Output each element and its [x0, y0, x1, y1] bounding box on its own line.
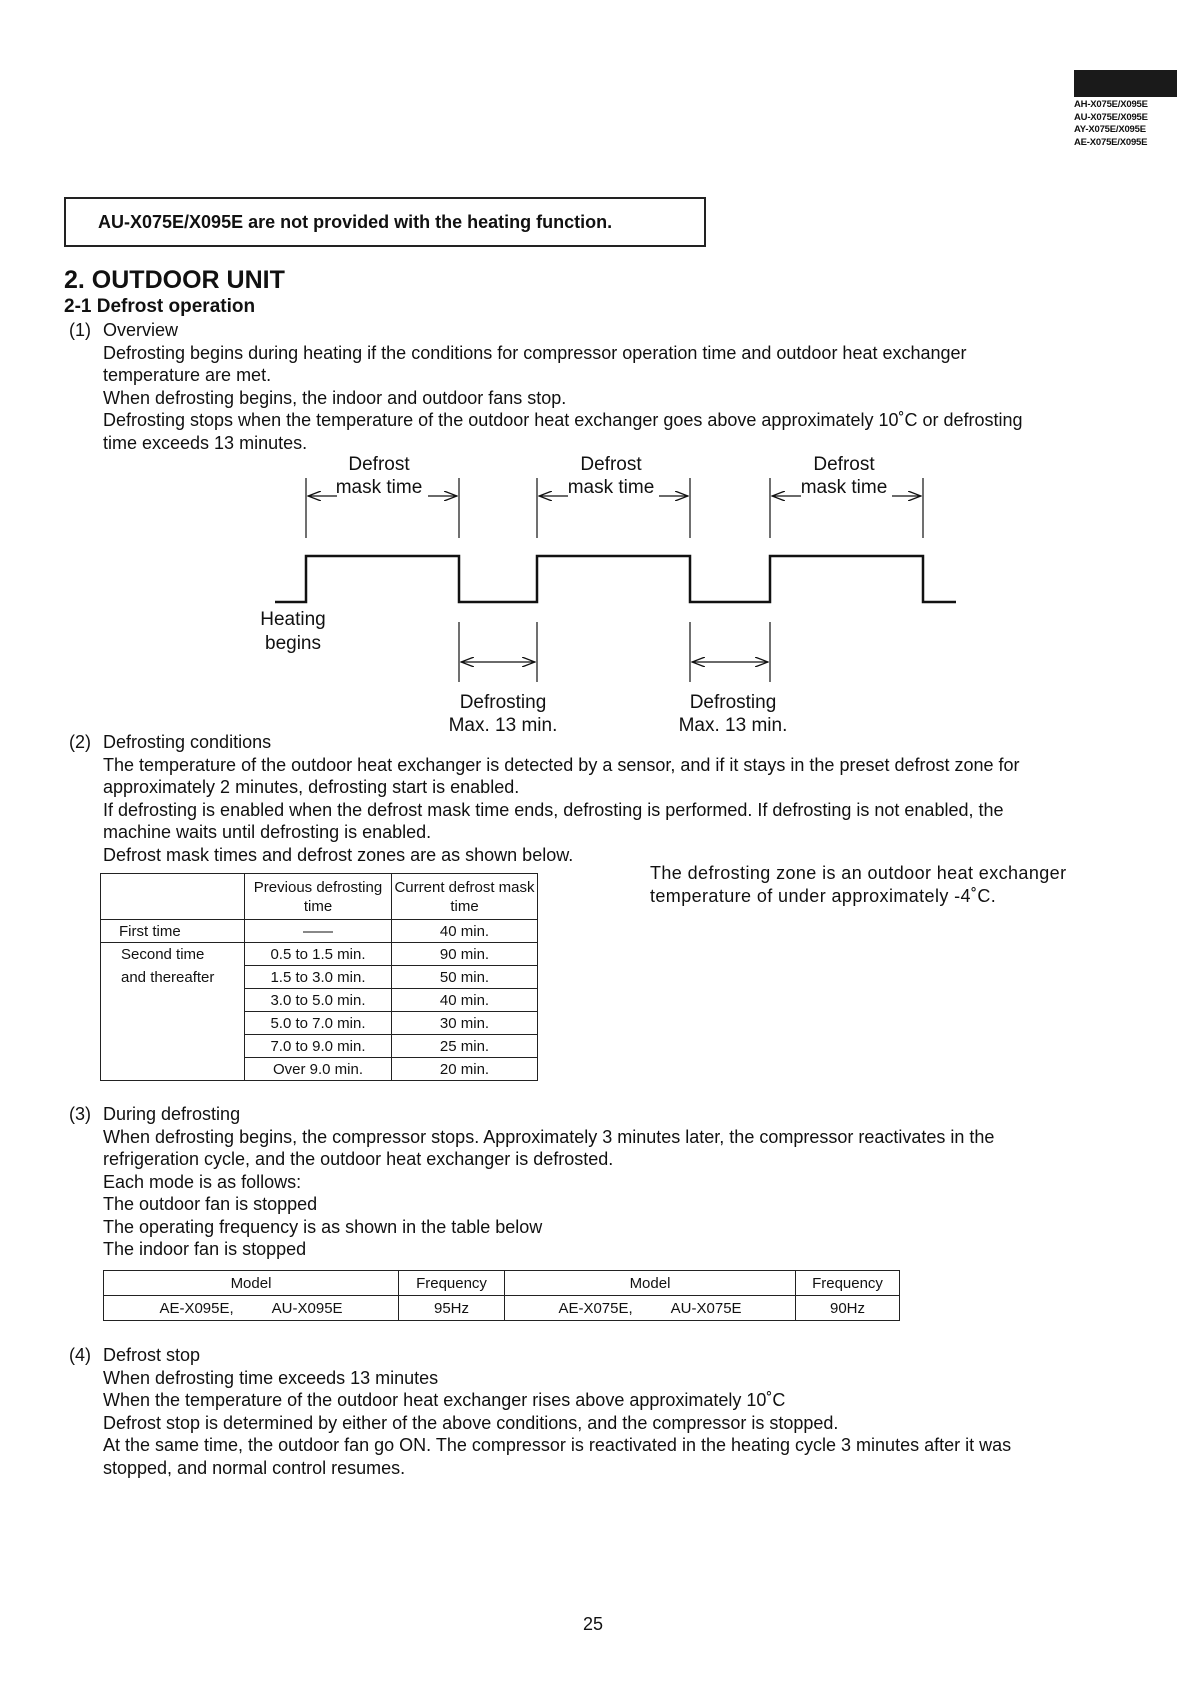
model-cell: [104, 1296, 399, 1321]
operation-waveform: [275, 556, 956, 602]
paragraph-line: At the same time, the outdoor fan go ON. The compressor is reactivated in the heating cycle 3 minutes after it was: [103, 1435, 1012, 1455]
previous-time-cell: 3.0 to 5.0 min.: [245, 989, 392, 1012]
previous-time-cell: 0.5 to 1.5 min.: [245, 943, 392, 966]
paragraph-line: When the temperature of the outdoor heat exchanger rises above approximately 10˚C: [103, 1390, 786, 1410]
stop-title: Defrost stop: [103, 1345, 201, 1365]
model-name: AU-X075E: [670, 1299, 742, 1317]
mask-label-3-bottom: mask time: [800, 477, 888, 498]
mask-time-cell: 25 min.: [392, 1035, 538, 1058]
previous-time-cell: 7.0 to 9.0 min.: [245, 1035, 392, 1058]
conditions-number: (2): [69, 732, 91, 752]
defrosting-max-1: Max. 13 min.: [448, 715, 558, 736]
thereafter-label: and thereafter: [101, 966, 245, 989]
during-block: [103, 1103, 1135, 1261]
previous-time-cell: Over 9.0 min.: [245, 1058, 392, 1081]
frequency-cell: 95Hz: [399, 1296, 505, 1321]
heating-label-1: Heating: [260, 609, 326, 630]
defrosting-label-2: Defrosting: [689, 692, 777, 713]
mask-time-cell: 90 min.: [392, 943, 538, 966]
overview-number: (1): [69, 320, 91, 340]
header-current-mask: Current defrost mask time: [392, 874, 538, 920]
previous-time-cell: 5.0 to 7.0 min.: [245, 1012, 392, 1035]
table-row: [101, 920, 538, 943]
previous-time-cell: 1.5 to 3.0 min.: [245, 966, 392, 989]
mask-time-cell: 30 min.: [392, 1012, 538, 1035]
subsection-title: 2-1 Defrost operation: [64, 296, 256, 317]
table-row: [101, 943, 538, 966]
second-time-label: Second time: [101, 943, 245, 966]
frequency-cell: 90Hz: [796, 1296, 900, 1321]
model-line: AE-X075E/X095E: [1074, 136, 1148, 148]
model-line: AH-X075E/X095E: [1074, 99, 1148, 110]
paragraph-line: time exceeds 13 minutes.: [103, 432, 308, 453]
mask-label-2-bottom: mask time: [567, 477, 655, 498]
defrost-timing-diagram: [0, 440, 1191, 740]
conditions-block: [103, 731, 1135, 866]
conditions-title: Defrosting conditions: [103, 732, 272, 752]
header-frequency: Frequency: [796, 1271, 900, 1296]
paragraph-line: The operating frequency is as shown in the table below: [103, 1216, 543, 1237]
model-name: AU-X095E: [271, 1299, 343, 1317]
model-line: AY-X075E/X095E: [1074, 124, 1146, 135]
first-time-label: First time: [101, 920, 245, 943]
model-cell: [505, 1296, 796, 1321]
mask-label-2-top: Defrost: [580, 454, 642, 475]
paragraph-line: Each mode is as follows:: [103, 1171, 302, 1192]
paragraph-line: The temperature of the outdoor heat exchanger is detected by a sensor, and if it stays in the preset defrost zone for: [103, 754, 1020, 775]
first-time-mask: 40 min.: [392, 920, 538, 943]
header-model: Model: [505, 1271, 796, 1296]
paragraph-line: temperature are met.: [103, 365, 272, 385]
section-title: 2. OUTDOOR UNIT: [64, 266, 285, 294]
paragraph-line: stopped, and normal control resumes.: [103, 1457, 406, 1478]
mask-label-1-bottom: mask time: [335, 477, 423, 498]
overview-title: Overview: [103, 320, 179, 340]
stop-number: (4): [69, 1345, 91, 1365]
table-corner-cell: [101, 874, 245, 920]
paragraph-line: approximately 2 minutes, defrosting start is enabled.: [103, 777, 520, 797]
table-row: [104, 1296, 900, 1321]
mask-time-cell: 50 min.: [392, 966, 538, 989]
model-name: AE-X075E,: [558, 1299, 633, 1317]
table-row: [101, 989, 538, 1012]
mask-time-table: [100, 873, 538, 1081]
brand-logo-bar: [1074, 70, 1177, 97]
paragraph-line: Defrost stop is determined by either of the above conditions, and the compressor is stopped.: [103, 1412, 839, 1433]
paragraph-line: If defrosting is enabled when the defrost mask time ends, defrosting is performed. If defrosting is not enabled, the: [103, 799, 1004, 820]
header-frequency: Frequency: [399, 1271, 505, 1296]
first-time-previous: ——: [245, 920, 392, 943]
paragraph-line: Defrost mask times and defrost zones are as shown below.: [103, 844, 574, 865]
paragraph-line: Defrosting begins during heating if the conditions for compressor operation time and outdoor heat exchanger: [103, 342, 967, 363]
header-previous-time: Previous defrosting time: [245, 874, 392, 920]
during-title: During defrosting: [103, 1104, 241, 1124]
heating-label-2: begins: [265, 633, 321, 654]
table-row: [101, 966, 538, 989]
model-line: AU-X075E/X095E: [1074, 111, 1148, 123]
mask-time-cell: 40 min.: [392, 989, 538, 1012]
table-row: [101, 1035, 538, 1058]
frequency-table: [103, 1270, 900, 1321]
defrost-ticks: [459, 622, 770, 682]
defrost-zone-note: The defrosting zone is an outdoor heat exchanger temperature of under approximately -4˚C.: [650, 863, 1067, 906]
paragraph-line: When defrosting time exceeds 13 minutes: [103, 1367, 439, 1388]
notice-box: [64, 197, 706, 247]
overview-block: [103, 319, 1135, 454]
paragraph-line: The indoor fan is stopped: [103, 1239, 307, 1259]
paragraph-line: When defrosting begins, the compressor stops. Approximately 3 minutes later, the compressor reactivates in the: [103, 1126, 995, 1147]
stop-block: [103, 1344, 1135, 1479]
table-row: [101, 1012, 538, 1035]
header-model: Model: [104, 1271, 399, 1296]
mask-label-1-top: Defrost: [348, 454, 410, 475]
notice-text: AU-X075E/X095E are not provided with the heating function.: [98, 212, 613, 232]
mask-time-cell: 20 min.: [392, 1058, 538, 1081]
paragraph-line: When defrosting begins, the indoor and outdoor fans stop.: [103, 387, 567, 408]
table-row: [101, 1058, 538, 1081]
page-number: 25: [583, 1614, 604, 1634]
paragraph-line: The outdoor fan is stopped: [103, 1194, 318, 1214]
model-name: AE-X095E,: [159, 1299, 234, 1317]
defrosting-label-1: Defrosting: [459, 692, 547, 713]
paragraph-line: machine waits until defrosting is enabled.: [103, 822, 432, 842]
during-number: (3): [69, 1104, 91, 1124]
model-list: [1074, 70, 1177, 149]
mask-label-3-top: Defrost: [813, 454, 875, 475]
paragraph-line: refrigeration cycle, and the outdoor heat exchanger is defrosted.: [103, 1149, 614, 1169]
paragraph-line: Defrosting stops when the temperature of the outdoor heat exchanger goes above approximately 10˚C or defrosting: [103, 410, 1023, 430]
defrosting-max-2: Max. 13 min.: [678, 715, 788, 736]
